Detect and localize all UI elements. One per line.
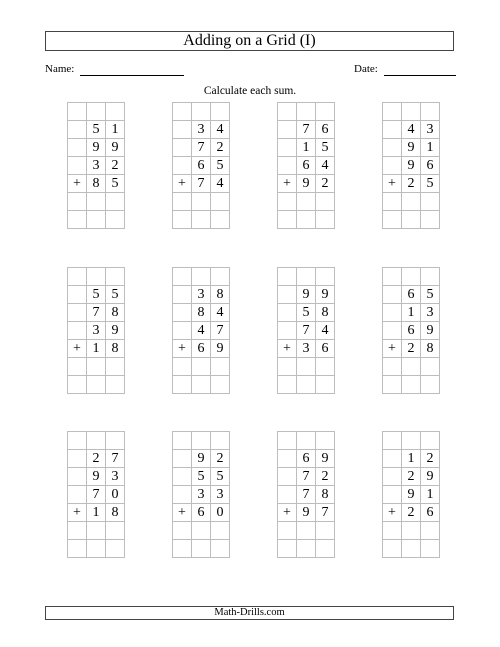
grid-cell [278,468,297,486]
plus-sign: + [173,340,192,358]
answer-cell [316,376,335,394]
answer-cell [297,376,316,394]
digit-cell: 2 [211,139,230,157]
digit-cell: 4 [211,121,230,139]
grid-cell [278,450,297,468]
grid-cell [421,268,440,286]
problem-9 [67,431,125,558]
answer-cell [278,522,297,540]
answer-cell [192,376,211,394]
grid-cell [68,486,87,504]
digit-cell: 6 [192,340,211,358]
digit-cell: 5 [106,175,125,193]
addition-grid [67,267,125,394]
digit-cell: 1 [402,450,421,468]
problem-8 [382,267,440,394]
grid-cell [68,304,87,322]
digit-cell: 3 [87,157,106,175]
digit-cell: 9 [421,468,440,486]
grid-cell [297,432,316,450]
problem-5 [67,267,125,394]
grid-cell [211,103,230,121]
answer-cell [402,358,421,376]
date-field [354,62,456,76]
grid-cell [402,268,421,286]
grid-cell [106,268,125,286]
problem-10 [172,431,230,558]
answer-cell [316,193,335,211]
answer-cell [173,376,192,394]
digit-cell: 8 [106,504,125,522]
grid-cell [383,268,402,286]
grid-cell [173,103,192,121]
grid-cell [297,103,316,121]
plus-sign: + [383,504,402,522]
digit-cell: 2 [87,450,106,468]
digit-cell: 1 [421,486,440,504]
digit-cell: 6 [192,504,211,522]
answer-cell [316,522,335,540]
grid-cell [68,103,87,121]
grid-cell [297,268,316,286]
addition-grid [382,267,440,394]
answer-cell [421,193,440,211]
answer-cell [421,358,440,376]
grid-cell [173,286,192,304]
answer-cell [278,376,297,394]
answer-cell [106,540,125,558]
digit-cell: 3 [192,286,211,304]
grid-cell [402,103,421,121]
grid-cell [383,322,402,340]
answer-cell [383,193,402,211]
answer-cell [278,540,297,558]
answer-cell [192,540,211,558]
grid-cell [192,432,211,450]
digit-cell: 7 [297,121,316,139]
digit-cell: 7 [211,322,230,340]
digit-cell: 0 [106,486,125,504]
digit-cell: 6 [316,121,335,139]
grid-cell [68,468,87,486]
digit-cell: 8 [106,340,125,358]
grid-cell [402,432,421,450]
problem-7 [277,267,335,394]
grid-cell [316,432,335,450]
digit-cell: 3 [297,340,316,358]
grid-cell [383,432,402,450]
answer-cell [421,376,440,394]
digit-cell: 9 [316,286,335,304]
plus-sign: + [68,175,87,193]
problem-1 [67,102,125,229]
plus-sign: + [278,504,297,522]
answer-cell [87,358,106,376]
answer-cell [192,522,211,540]
date-label: Date: [354,63,378,75]
footer: Math-Drills.com [45,606,454,620]
grid-cell [173,139,192,157]
digit-cell: 9 [316,450,335,468]
addition-grid [172,267,230,394]
answer-cell [211,540,230,558]
grid-cell [278,286,297,304]
answer-cell [297,358,316,376]
grid-cell [173,486,192,504]
digit-cell: 7 [192,139,211,157]
grid-cell [173,121,192,139]
answer-cell [87,522,106,540]
grid-cell [211,432,230,450]
digit-cell: 4 [211,304,230,322]
digit-cell: 9 [87,139,106,157]
grid-cell [278,103,297,121]
grid-cell [211,268,230,286]
addition-grid [172,102,230,229]
digit-cell: 6 [192,157,211,175]
digit-cell: 2 [211,450,230,468]
digit-cell: 8 [211,286,230,304]
digit-cell: 3 [192,121,211,139]
answer-cell [192,193,211,211]
answer-cell [316,540,335,558]
digit-cell: 8 [421,340,440,358]
worksheet-title: Adding on a Grid (I) [45,31,454,51]
digit-cell: 3 [106,468,125,486]
digit-cell: 7 [297,322,316,340]
digit-cell: 4 [192,322,211,340]
grid-cell [173,432,192,450]
grid-cell [173,468,192,486]
answer-cell [173,540,192,558]
digit-cell: 3 [211,486,230,504]
digit-cell: 6 [297,157,316,175]
answer-cell [68,358,87,376]
grid-cell [173,322,192,340]
digit-cell: 9 [421,322,440,340]
answer-cell [211,193,230,211]
answer-cell [297,193,316,211]
answer-cell [402,211,421,229]
grid-cell [278,157,297,175]
addition-grid [67,102,125,229]
answer-cell [421,522,440,540]
answer-cell [316,358,335,376]
plus-sign: + [68,504,87,522]
grid-cell [68,121,87,139]
digit-cell: 3 [192,486,211,504]
grid-cell [278,121,297,139]
answer-cell [106,376,125,394]
grid-cell [278,268,297,286]
answer-cell [68,522,87,540]
grid-cell [316,268,335,286]
grid-cell [192,268,211,286]
digit-cell: 7 [297,486,316,504]
digit-cell: 7 [297,468,316,486]
answer-cell [106,358,125,376]
digit-cell: 4 [211,175,230,193]
digit-cell: 9 [192,450,211,468]
digit-cell: 6 [316,340,335,358]
digit-cell: 2 [402,340,421,358]
date-line [384,64,456,76]
grid-cell [173,157,192,175]
answer-cell [173,193,192,211]
addition-grid [382,102,440,229]
instructions: Calculate each sum. [203,85,297,97]
answer-cell [87,211,106,229]
grid-cell [173,268,192,286]
digit-cell: 9 [402,157,421,175]
digit-cell: 9 [297,286,316,304]
grid-cell [383,468,402,486]
digit-cell: 9 [402,139,421,157]
grid-cell [68,139,87,157]
digit-cell: 2 [402,504,421,522]
answer-cell [402,193,421,211]
digit-cell: 9 [87,468,106,486]
answer-cell [421,540,440,558]
plus-sign: + [173,175,192,193]
digit-cell: 7 [87,304,106,322]
digit-cell: 1 [87,340,106,358]
answer-cell [211,358,230,376]
digit-cell: 5 [297,304,316,322]
grid-cell [421,103,440,121]
grid-cell [87,432,106,450]
digit-cell: 2 [402,175,421,193]
digit-cell: 9 [211,340,230,358]
addition-grid [277,102,335,229]
answer-cell [278,358,297,376]
digit-cell: 3 [87,322,106,340]
answer-cell [106,193,125,211]
answer-cell [173,211,192,229]
answer-cell [173,358,192,376]
digit-cell: 6 [421,504,440,522]
answer-cell [402,540,421,558]
digit-cell: 7 [87,486,106,504]
grid-cell [106,432,125,450]
plus-sign: + [383,175,402,193]
digit-cell: 5 [421,286,440,304]
digit-cell: 5 [211,157,230,175]
grid-cell [68,286,87,304]
answer-cell [421,211,440,229]
digit-cell: 2 [421,450,440,468]
addition-grid [172,431,230,558]
name-line [80,64,184,76]
digit-cell: 4 [316,322,335,340]
plus-sign: + [173,504,192,522]
digit-cell: 9 [106,322,125,340]
grid-cell [383,450,402,468]
answer-cell [297,540,316,558]
digit-cell: 5 [87,121,106,139]
grid-cell [278,486,297,504]
grid-cell [421,432,440,450]
digit-cell: 5 [421,175,440,193]
grid-cell [68,322,87,340]
answer-cell [106,211,125,229]
grid-cell [383,304,402,322]
answer-cell [211,211,230,229]
answer-cell [402,522,421,540]
answer-cell [383,376,402,394]
plus-sign: + [278,340,297,358]
answer-cell [68,193,87,211]
digit-cell: 8 [87,175,106,193]
digit-cell: 5 [192,468,211,486]
digit-cell: 1 [87,504,106,522]
answer-cell [383,540,402,558]
answer-cell [278,211,297,229]
answer-cell [87,540,106,558]
grid-cell [173,304,192,322]
digit-cell: 1 [402,304,421,322]
answer-cell [316,211,335,229]
grid-cell [316,103,335,121]
problem-3 [277,102,335,229]
digit-cell: 8 [316,304,335,322]
digit-cell: 1 [297,139,316,157]
addition-grid [277,267,335,394]
answer-cell [68,376,87,394]
grid-cell [383,157,402,175]
plus-sign: + [383,340,402,358]
answer-cell [173,522,192,540]
addition-grid [277,431,335,558]
digit-cell: 4 [316,157,335,175]
addition-grid [382,431,440,558]
grid-cell [68,268,87,286]
answer-cell [297,522,316,540]
digit-cell: 9 [297,175,316,193]
answer-cell [68,540,87,558]
digit-cell: 6 [421,157,440,175]
digit-cell: 1 [421,139,440,157]
name-field [45,62,184,76]
digit-cell: 3 [421,304,440,322]
answer-cell [192,358,211,376]
digit-cell: 5 [106,286,125,304]
digit-cell: 1 [106,121,125,139]
digit-cell: 4 [402,121,421,139]
grid-cell [173,450,192,468]
addition-grid [67,431,125,558]
digit-cell: 3 [421,121,440,139]
digit-cell: 2 [106,157,125,175]
answer-cell [383,358,402,376]
answer-cell [383,211,402,229]
digit-cell: 2 [402,468,421,486]
grid-cell [106,103,125,121]
digit-cell: 9 [106,139,125,157]
digit-cell: 0 [211,504,230,522]
plus-sign: + [68,340,87,358]
answer-cell [297,211,316,229]
grid-cell [383,103,402,121]
digit-cell: 8 [106,304,125,322]
plus-sign: + [278,175,297,193]
digit-cell: 5 [316,139,335,157]
grid-cell [278,139,297,157]
grid-cell [278,432,297,450]
digit-cell: 2 [316,175,335,193]
digit-cell: 7 [106,450,125,468]
problem-4 [382,102,440,229]
problem-6 [172,267,230,394]
digit-cell: 5 [87,286,106,304]
grid-cell [87,268,106,286]
answer-cell [192,211,211,229]
digit-cell: 7 [192,175,211,193]
answer-cell [211,522,230,540]
answer-cell [383,522,402,540]
digit-cell: 7 [316,504,335,522]
digit-cell: 2 [316,468,335,486]
grid-cell [383,486,402,504]
answer-cell [68,211,87,229]
problem-12 [382,431,440,558]
answer-cell [87,193,106,211]
grid-cell [68,450,87,468]
problem-11 [277,431,335,558]
grid-cell [383,139,402,157]
problem-2 [172,102,230,229]
answer-cell [278,193,297,211]
digit-cell: 6 [402,322,421,340]
answer-cell [402,376,421,394]
grid-cell [87,103,106,121]
grid-cell [278,322,297,340]
answer-cell [211,376,230,394]
answer-cell [87,376,106,394]
digit-cell: 8 [192,304,211,322]
digit-cell: 6 [297,450,316,468]
name-label: Name: [45,63,75,75]
grid-cell [383,121,402,139]
answer-cell [106,522,125,540]
digit-cell: 5 [211,468,230,486]
grid-cell [68,157,87,175]
grid-cell [278,304,297,322]
digit-cell: 8 [316,486,335,504]
grid-cell [192,103,211,121]
grid-cell [68,432,87,450]
digit-cell: 6 [402,286,421,304]
grid-cell [383,286,402,304]
digit-cell: 9 [297,504,316,522]
digit-cell: 9 [402,486,421,504]
